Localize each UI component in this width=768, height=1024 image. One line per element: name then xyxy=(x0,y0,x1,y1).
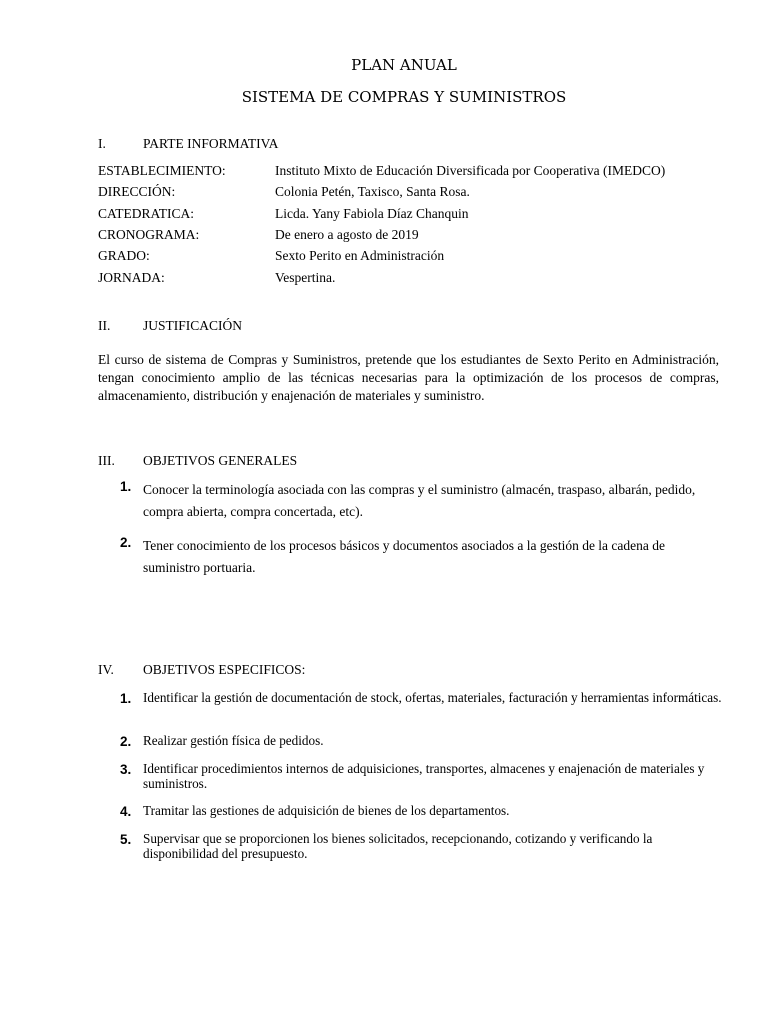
section-number: II. xyxy=(98,318,111,333)
section-title: PARTE INFORMATIVA xyxy=(143,136,279,151)
list-number: 2. xyxy=(120,734,132,749)
section-title: OBJETIVOS GENERALES xyxy=(143,453,298,468)
document-title: PLAN ANUAL xyxy=(351,56,457,74)
list-text: Identificar procedimientos internos de adquisiciones, transportes, almacenes y enajenación de materiales y suministros. xyxy=(143,761,705,791)
list-number: 4. xyxy=(120,804,132,819)
info-value: Colonia Petén, Taxisco, Santa Rosa. xyxy=(275,184,470,199)
section-heading-informativa xyxy=(98,136,278,152)
list-text: Supervisar que se proporcionen los bienes solicitados, recepcionando, cotizando y verificando la disponibilidad del presupuesto. xyxy=(143,831,653,861)
info-label: CATEDRATICA: xyxy=(98,206,195,221)
section-heading-especificos xyxy=(98,662,305,678)
list-text: Tramitar las gestiones de adquisición de bienes de los departamentos. xyxy=(143,803,510,818)
list-number: 5. xyxy=(120,832,132,847)
list-text: Tener conocimiento de los procesos básicos y documentos asociados a la gestión de la cadena de suministro portuaria. xyxy=(143,538,666,575)
list-text: Identificar la gestión de documentación de stock, ofertas, materiales, facturación y herramientas informáticas. xyxy=(143,690,722,705)
info-label: GRADO: xyxy=(98,248,150,263)
justificacion-paragraph: El curso de sistema de Compras y Suministros, pretende que los estudiantes de Sexto Perito en Administración, tengan conocimiento amplio de las técnicas necesarias para la optimización de los procesos de compras, almacenamiento, distribución y enajenación de materiales y suministro. xyxy=(98,352,719,404)
list-number: 1. xyxy=(120,691,132,706)
list-number: 3. xyxy=(120,762,132,777)
section-title: JUSTIFICACIÓN xyxy=(143,318,243,333)
section-heading-generales xyxy=(98,453,297,469)
list-text: Realizar gestión física de pedidos. xyxy=(143,733,324,748)
info-value: Instituto Mixto de Educación Diversificada por Cooperativa (IMEDCO) xyxy=(275,163,666,178)
section-number: IV. xyxy=(98,662,114,677)
list-number: 2. xyxy=(120,535,132,550)
info-value: Vespertina. xyxy=(275,270,336,285)
section-number: III. xyxy=(98,453,115,468)
info-label: CRONOGRAMA: xyxy=(98,227,200,242)
info-value: De enero a agosto de 2019 xyxy=(275,227,419,242)
document-subtitle: SISTEMA DE COMPRAS Y SUMINISTROS xyxy=(241,88,567,106)
info-label: ESTABLECIMIENTO: xyxy=(98,163,226,178)
info-label: DIRECCIÓN: xyxy=(98,184,176,199)
section-heading-justificacion xyxy=(98,318,242,334)
section-title: OBJETIVOS ESPECIFICOS: xyxy=(143,662,306,677)
info-label: JORNADA: xyxy=(98,270,165,285)
list-number: 1. xyxy=(120,479,132,494)
info-value: Licda. Yany Fabiola Díaz Chanquin xyxy=(275,206,469,221)
info-value: Sexto Perito en Administración xyxy=(275,248,445,263)
list-text: Conocer la terminología asociada con las compras y el suministro (almacén, traspaso, albarán, pedido, compra abierta, compra concertada, etc). xyxy=(143,482,696,519)
section-number: I. xyxy=(98,136,106,151)
